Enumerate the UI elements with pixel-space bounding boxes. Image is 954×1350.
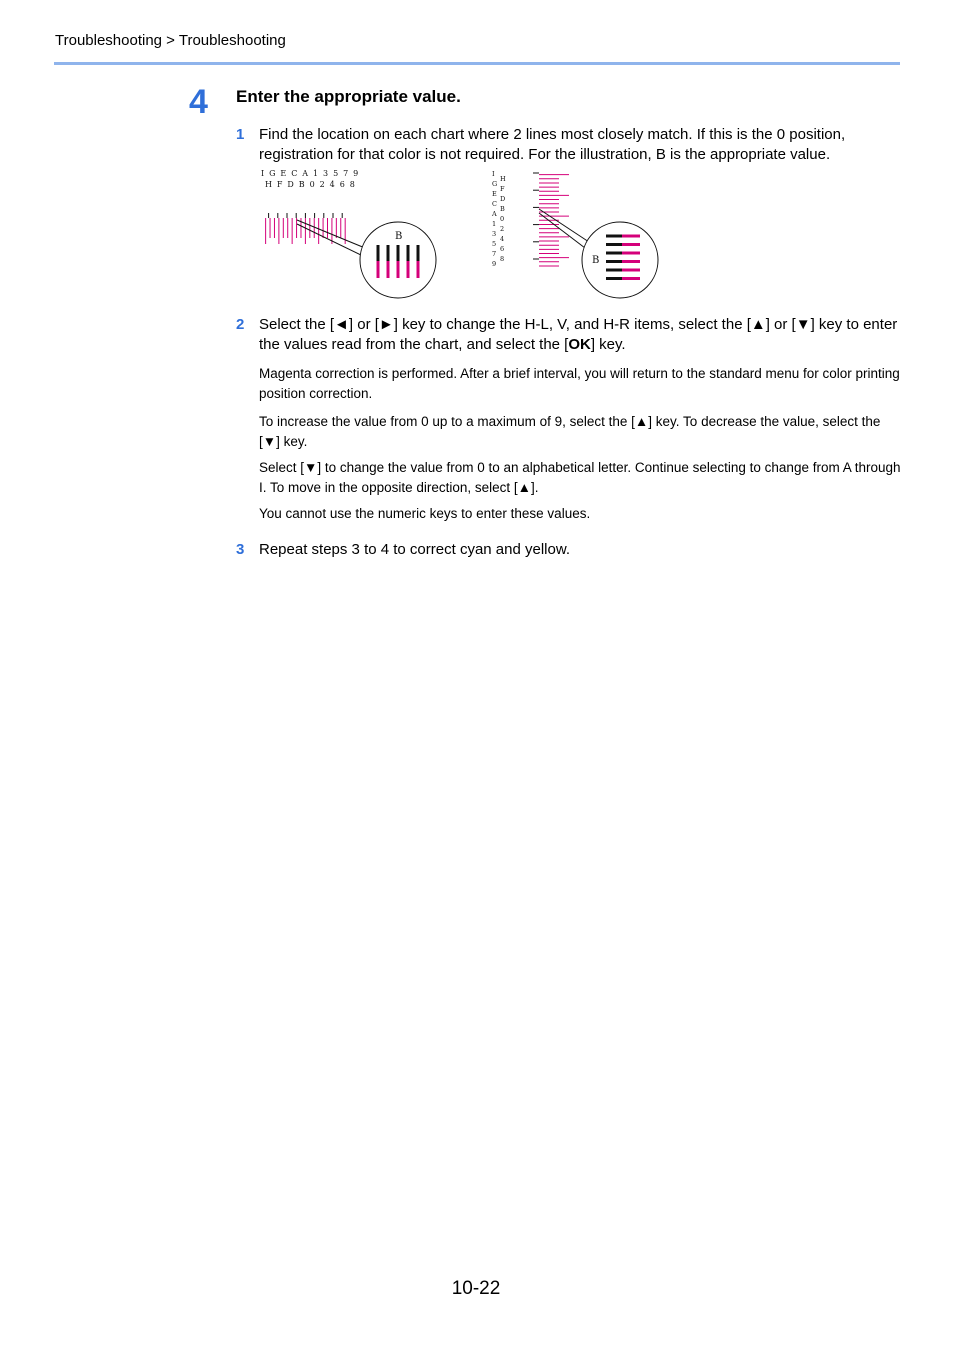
chart-left-labels — [491, 170, 497, 268]
breadcrumb: Troubleshooting > Troubleshooting — [55, 32, 286, 49]
chart-label: 5 — [492, 240, 497, 248]
substep-text: Find the location on each chart where 2 lines most closely match. If this is the 0 position, registration for that color is not required. For the illustration, B is the appropriate value. — [259, 126, 846, 163]
substep-number: 3 — [236, 541, 245, 558]
substep-number: 1 — [236, 126, 245, 143]
vertical-registration-chart — [487, 166, 667, 302]
magenta-line-group — [539, 175, 569, 266]
step-title: Enter the appropriate value. — [236, 87, 461, 106]
horizontal-registration-chart — [255, 166, 445, 302]
chart-label: 3 — [492, 230, 497, 238]
chart-label: A — [492, 210, 497, 218]
magenta-line-group — [266, 218, 346, 244]
step-number: 4 — [189, 83, 208, 121]
chart-label: 1 — [492, 220, 497, 228]
chart-label: E — [492, 190, 497, 198]
black-line-group — [533, 173, 539, 268]
chart-top-labels: I G E C A 1 3 5 7 9 — [261, 169, 360, 178]
chart-label: 6 — [500, 245, 505, 253]
page-number: 10-22 — [451, 1278, 501, 1299]
chart-right-labels — [500, 175, 506, 263]
header-divider — [54, 62, 900, 65]
chart-label: H — [500, 175, 506, 183]
chart-label: I — [492, 170, 495, 178]
chart-label: 7 — [492, 250, 497, 258]
chart-label: 8 — [500, 255, 505, 263]
ok-key-label: OK — [568, 336, 591, 353]
chart-label: C — [492, 200, 497, 208]
substep-number: 2 — [236, 316, 245, 333]
chart-label: D — [500, 195, 506, 203]
callout-leader — [297, 224, 363, 256]
black-line-group — [264, 213, 347, 218]
chart-label: F — [500, 185, 505, 193]
chart-label: 9 — [492, 260, 497, 268]
chart-label: 2 — [500, 225, 505, 233]
chart-label: 4 — [500, 235, 505, 243]
note-paragraph: To increase the value from 0 up to a maximum of 9, select the [▲] key. To decrease the value, select the [▼] key. — [259, 414, 881, 449]
note-paragraph: Magenta correction is performed. After a brief interval, you will return to the standard menu for color printing position correction. — [259, 366, 900, 401]
chart-label: B — [500, 205, 505, 213]
callout-leader — [297, 220, 365, 248]
note-paragraph: You cannot use the numeric keys to enter these values. — [259, 506, 591, 521]
substep-text: Select the [◄] or [►] key to change the H-L, V, and H-R items, select the [▲] or [▼] key to enter the values read from the chart, and select the [OK] key. — [259, 316, 898, 353]
callout-label: B — [395, 231, 403, 242]
callout-label: B — [592, 255, 600, 266]
chart-label: 0 — [500, 215, 505, 223]
callout-leader — [539, 213, 585, 248]
chart-label: G — [492, 180, 498, 188]
chart-bottom-labels: H F D B 0 2 4 6 8 — [265, 180, 357, 189]
substep-text: Repeat steps 3 to 4 to correct cyan and yellow. — [259, 541, 571, 558]
note-paragraph: Select [▼] to change the value from 0 to an alphabetical letter. Continue selecting to change from A through I. To move in the opposite direction, select [▲]. — [259, 460, 901, 495]
